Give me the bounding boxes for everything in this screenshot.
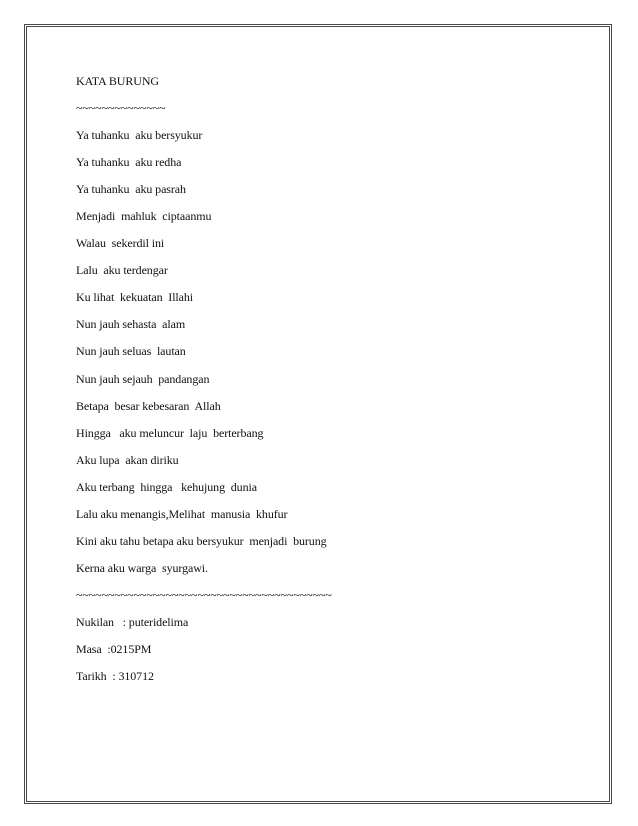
poem-line: Walau sekerdil ini	[76, 236, 165, 251]
poem-line: Hingga aku meluncur laju berterbang	[76, 425, 264, 440]
poem-line: Nun jauh sehasta alam	[76, 317, 186, 332]
poem-line: Ya tuhanku aku redha	[76, 155, 182, 170]
poem-line: Ya tuhanku aku bersyukur	[76, 128, 203, 143]
date-line: Tarikh : 310712	[76, 669, 154, 684]
poem-line: Ya tuhanku aku pasrah	[76, 182, 186, 197]
poem-line: Aku terbang hingga kehujung dunia	[76, 479, 257, 494]
poem-line: Betapa besar kebesaran Allah	[76, 398, 221, 413]
author-line: Nukilan : puteridelima	[76, 614, 189, 629]
poem-line: Nun jauh sejauh pandangan	[76, 371, 210, 386]
title-divider: ~~~~~~~~~~~~~~	[76, 101, 166, 116]
poem-line: Lalu aku menangis,Melihat manusia khufur	[76, 506, 288, 521]
poem-line: Lalu aku terdengar	[76, 263, 168, 278]
poem-text	[76, 68, 596, 690]
poem-line: Ku lihat kekuatan Illahi	[76, 290, 194, 305]
poem-line: Aku lupa akan diriku	[76, 452, 179, 467]
poem-line: Menjadi mahluk ciptaanmu	[76, 209, 212, 224]
poem-line: Nun jauh seluas lautan	[76, 344, 186, 359]
time-line: Masa :0215PM	[76, 641, 152, 656]
closing-divider: ~~~~~~~~~~~~~~~~~~~~~~~~~~~~~~~~~~~~~~~~	[76, 587, 332, 602]
poem-line: Kerna aku warga syurgawi.	[76, 560, 208, 575]
poem-line: Kini aku tahu betapa aku bersyukur menjadi burung	[76, 533, 327, 548]
poem-title: KATA BURUNG	[76, 74, 159, 88]
